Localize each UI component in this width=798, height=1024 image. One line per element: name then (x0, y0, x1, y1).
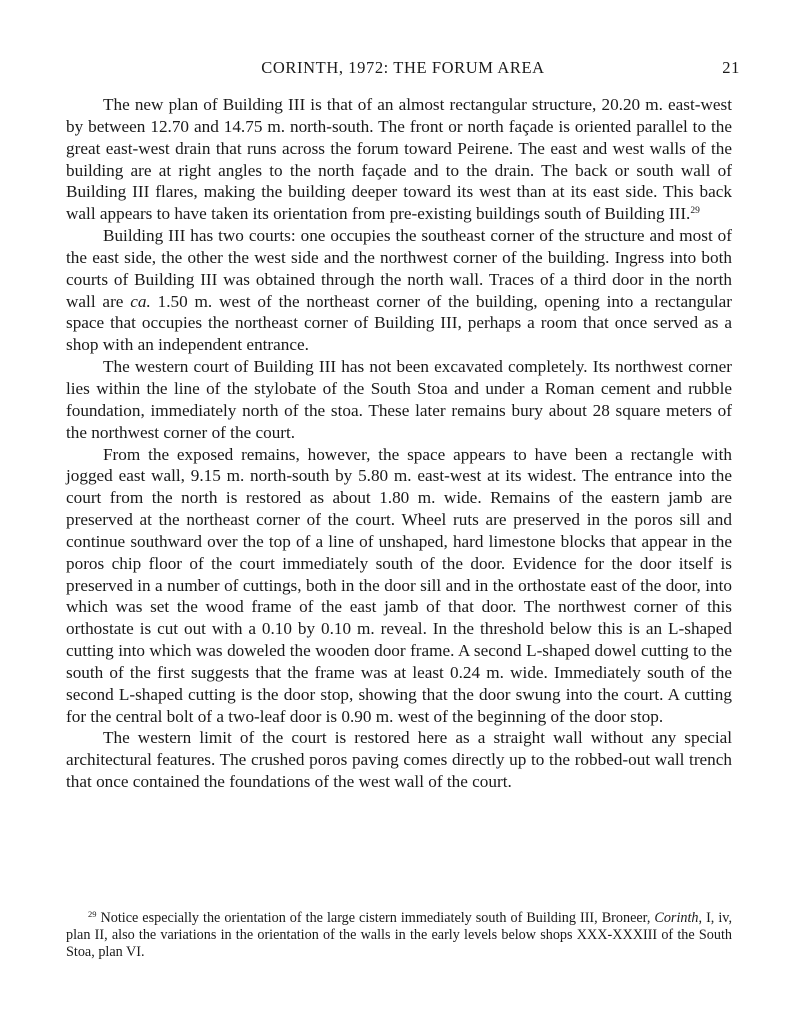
paragraph-text: 1.50 m. west of the northeast corner of the building, opening into a rectangular space that occupies the northeast corner of Building III, perhaps a room that once served as a shop with an independent entrance. (66, 291, 732, 355)
paragraph-text: The new plan of Building III is that of an almost rectangular structure, 20.20 m. east-west by between 12.70 and 14.75 m. north-south. The front or north façade is oriented parallel to the great east-west drain that runs across the forum toward Peirene. The east and west walls of the building are at right angles to the north façade and to the drain. The back or south wall of Building III flares, making the building deeper toward its west than at its east side. This back wall appears to have taken its orientation from pre-existing buildings south of Building III. (66, 95, 732, 224)
running-title: CORINTH, 1972: THE FORUM AREA (261, 58, 545, 77)
paragraph-text: Building III has two courts: one occupies the southeast corner of the structure and most of the east side, the other the west side and the northwest corner of the building. Ingress into both courts of Building III was obtained through the north wall. Traces of a third door in the north wall are (66, 226, 732, 311)
paragraph-western-court: The western court of Building III has not been excavated completely. Its northwest corner lies within the line of the stylobate of the South Stoa and under a Roman cement and rubble foundation, immediately north of the stoa. These later remains bury about 28 square meters of the northwest corner of the court. (66, 357, 732, 442)
paragraph-building-iii-plan (66, 94, 732, 225)
footnote-italic-title: Corinth (654, 910, 699, 926)
footnote-text: , I, iv, plan II, also the variations in the orientation of the walls in the early levels below shops XXX-XXXIII of the South Stoa, plan VI. (66, 910, 733, 961)
footnote-text: Notice especially the orientation of the large cistern immediately south of Building III, Broneer, (96, 910, 655, 926)
footnote-reference: 29 (690, 206, 700, 217)
body-text (66, 94, 732, 793)
footnotes (66, 910, 732, 962)
running-head (66, 58, 740, 80)
paragraph-two-courts (66, 225, 732, 356)
page-number: 21 (722, 58, 740, 77)
paragraph-western-limit: The western limit of the court is restored here as a straight wall without any special architectural features. The crushed poros paving comes directly up to the robbed-out wall trench that once contained the foundations of the west wall of the court. (66, 728, 732, 792)
footnote-number: 29 (88, 909, 97, 919)
paragraph-exposed-remains: From the exposed remains, however, the space appears to have been a rectangle with jogged east wall, 9.15 m. north-south by 5.80 m. east-west at its widest. The entrance into the court from the north is restored as about 1.80 m. wide. Remains of the eastern jamb are preserved at the northeast corner of the court. Wheel ruts are preserved in the poros sill and continue southward over the top of a line of unshaped, hard limestone blocks that appear in the poros chip floor of the court immediately south of the door. Evidence for the door itself is preserved in a number of cuttings, both in the door sill and in the orthostate east of the door, into which was set the wood frame of the east jamb of that door. The northwest corner of this orthostate is cut out with a 0.10 by 0.10 m. reveal. In the threshold below this is an L-shaped cutting into which was doweled the wooden door frame. A second L-shaped dowel cutting to the south of the first suggests that the frame was at least 0.24 m. wide. Immediately south of the second L-shaped cutting is the door stop, showing that the door swung into the court. A cutting for the central bolt of a two-leaf door is 0.90 m. west of the beginning of the door stop. (66, 444, 732, 726)
footnote (66, 910, 732, 962)
italic-abbreviation: ca. (130, 291, 151, 311)
